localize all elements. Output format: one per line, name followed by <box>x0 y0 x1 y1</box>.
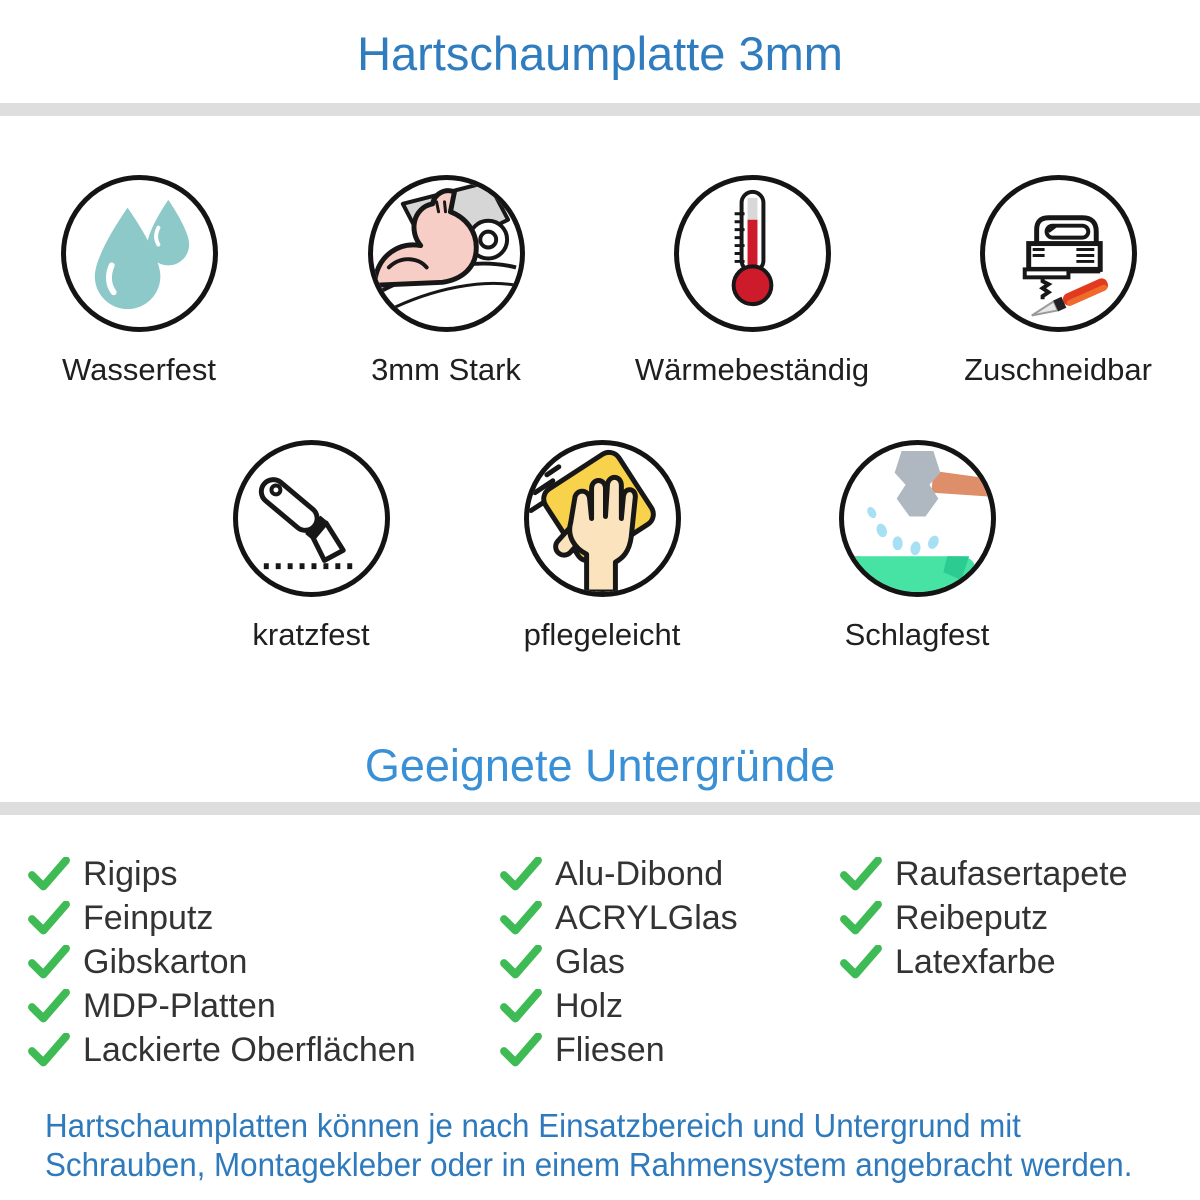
check-icon <box>500 945 542 979</box>
check-icon <box>840 945 882 979</box>
substrate-item <box>500 896 738 940</box>
check-icon <box>28 989 70 1023</box>
substrate-item <box>28 1028 416 1072</box>
substrate-label: ACRYLGlas <box>555 898 738 937</box>
check-icon <box>28 1033 70 1067</box>
hand-wiping-cloth-icon <box>529 445 676 592</box>
feature-circle <box>524 440 681 597</box>
substrate-item <box>28 940 416 984</box>
feature-circle <box>61 175 218 332</box>
feature-wasserfest <box>0 175 279 388</box>
substrate-label: MDP-Platten <box>83 986 276 1025</box>
substrate-item <box>840 896 1128 940</box>
hammer-impact-icon <box>844 445 991 592</box>
feature-label: Schlagfest <box>844 617 990 652</box>
check-icon <box>500 901 542 935</box>
substrate-item <box>500 1028 738 1072</box>
feature-circle <box>368 175 525 332</box>
section-title-untergruende: Geeignete Untergründe <box>364 740 836 791</box>
mounting-note <box>45 1106 1132 1184</box>
feature-zuschneidbar <box>918 175 1198 388</box>
feature-kratzfest <box>171 440 451 653</box>
check-icon <box>28 945 70 979</box>
feature-waermebestaendig <box>612 175 892 388</box>
substrate-item <box>500 940 738 984</box>
substrate-item <box>500 984 738 1028</box>
substrate-item <box>28 984 416 1028</box>
substrate-label: Holz <box>555 986 624 1025</box>
substrates-column-3 <box>840 852 1128 984</box>
substrate-label: Lackierte Oberflächen <box>83 1030 416 1069</box>
substrate-label: Gibskarton <box>83 942 248 981</box>
feature-3mm-stark <box>306 175 586 388</box>
feature-label: Zuschneidbar <box>964 352 1152 387</box>
mounting-note-line-2: Schrauben, Montagekleber oder in einem Rahmensystem angebracht werden. <box>45 1146 1133 1183</box>
substrate-label: Fliesen <box>555 1030 665 1069</box>
check-icon <box>840 857 882 891</box>
water-drops-icon <box>66 180 213 327</box>
jigsaw-cutter-icon <box>985 180 1132 327</box>
page-title: Hartschaumplatte 3mm <box>357 27 843 80</box>
substrate-item <box>28 896 416 940</box>
substrate-label: Glas <box>555 942 625 981</box>
divider <box>0 103 1200 116</box>
feature-pflegeleicht <box>462 440 742 653</box>
feature-label: kratzfest <box>252 617 370 652</box>
utility-knife-icon <box>238 445 385 592</box>
substrate-item <box>500 852 738 896</box>
substrate-label: Feinputz <box>83 898 214 937</box>
feature-circle <box>839 440 996 597</box>
substrate-item <box>840 940 1128 984</box>
feature-label: Wärmebeständig <box>634 352 870 387</box>
substrates-column-1 <box>28 852 416 1072</box>
thermometer-icon <box>679 180 826 327</box>
substrates-column-2 <box>500 852 738 1072</box>
substrate-label: Alu-Dibond <box>555 854 724 893</box>
check-icon <box>28 857 70 891</box>
check-icon <box>500 857 542 891</box>
substrate-label: Raufasertapete <box>895 854 1128 893</box>
feature-circle <box>233 440 390 597</box>
feature-label: Wasserfest <box>62 352 216 387</box>
substrate-label: Rigips <box>83 854 178 893</box>
check-icon <box>500 989 542 1023</box>
feature-circle <box>980 175 1137 332</box>
substrate-label: Latexfarbe <box>895 942 1056 981</box>
substrate-label: Reibeputz <box>895 898 1049 937</box>
mounting-note-line-1: Hartschaumplatten können je nach Einsatzbereich und Untergrund mit <box>45 1107 1021 1144</box>
feature-label: pflegeleicht <box>523 617 681 652</box>
substrate-item <box>28 852 416 896</box>
feature-circle <box>674 175 831 332</box>
feature-schlagfest <box>777 440 1057 653</box>
check-icon <box>840 901 882 935</box>
feature-label: 3mm Stark <box>371 352 521 387</box>
check-icon <box>28 901 70 935</box>
check-icon <box>500 1033 542 1067</box>
substrate-item <box>840 852 1128 896</box>
divider <box>0 802 1200 815</box>
flexed-arm-foam-roll-icon <box>373 180 520 327</box>
